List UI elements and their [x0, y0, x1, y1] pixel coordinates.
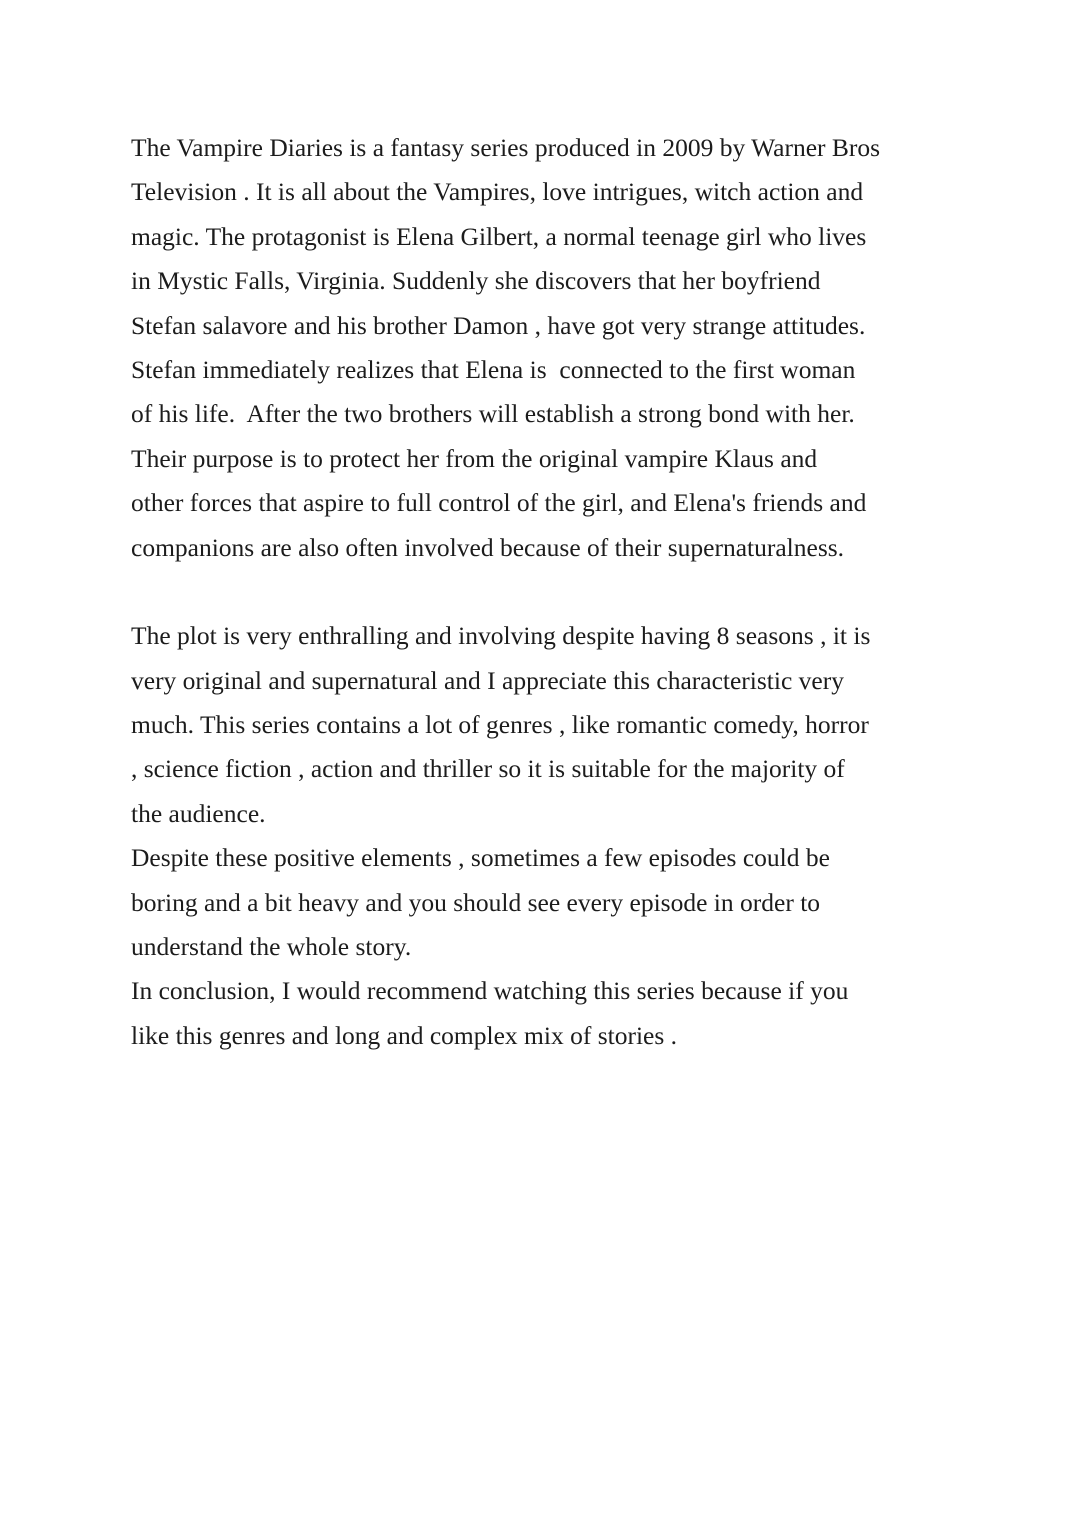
text-line: Television . It is all about the Vampires, love intrigues, witch action and [131, 177, 864, 207]
text-line: The plot is very enthralling and involving despite having 8 seasons , it is [131, 621, 871, 651]
text-line: very original and supernatural and I appreciate this characteristic very [131, 665, 844, 695]
document-body [131, 126, 961, 1058]
text-line: Despite these positive elements , sometimes a few episodes could be [131, 843, 830, 873]
text-line: like this genres and long and complex mix of stories . [131, 1020, 678, 1050]
paragraph-review [131, 614, 961, 1058]
paragraph-gap [131, 570, 961, 614]
text-line: Stefan immediately realizes that Elena is connected to the first woman [131, 354, 856, 384]
text-line: The Vampire Diaries is a fantasy series produced in 2009 by Warner Bros [131, 133, 881, 162]
text-line: other forces that aspire to full control of the girl, and Elena's friends and [131, 488, 867, 518]
text-line: companions are also often involved because of their supernaturalness. [131, 532, 845, 562]
text-line: Their purpose is to protect her from the original vampire Klaus and [131, 443, 818, 473]
text-line: of his life. After the two brothers will establish a strong bond with her. [131, 399, 855, 429]
text-line: much. This series contains a lot of genres , like romantic comedy, horror [131, 710, 869, 740]
text-line: In conclusion, I would recommend watching this series because if you [131, 976, 849, 1006]
text-line: in Mystic Falls, Virginia. Suddenly she discovers that her boyfriend [131, 266, 821, 296]
text-line: the audience. [131, 798, 266, 828]
text-line: , science fiction , action and thriller so it is suitable for the majority of [131, 754, 845, 784]
text-line: magic. The protagonist is Elena Gilbert, a normal teenage girl who lives [131, 221, 867, 251]
paragraph-intro [131, 126, 961, 570]
text-line: Stefan salavore and his brother Damon , have got very strange attitudes. [131, 310, 866, 340]
text-line: boring and a bit heavy and you should see every episode in order to [131, 887, 821, 917]
text-line: understand the whole story. [131, 932, 412, 962]
